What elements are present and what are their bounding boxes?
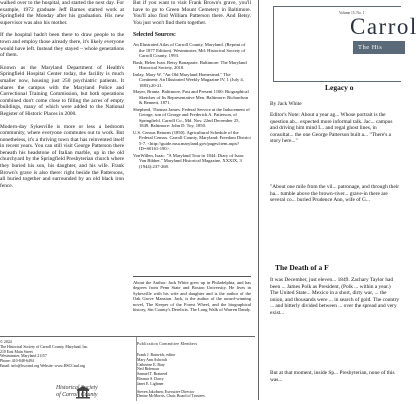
article-paragraph: walked over to the hospital, and started the next day. For example, 1972 graduate Jeff Barnes started work at Springfield the Monday after his graduation. His new supervisor was also his mother.	[0, 0, 124, 26]
source-entry: Shepherd, Thomas James. Federal Service at the Inducement of George, son of George and Frederick A. Patterson, of Springfield, Carroll Co., Md. Nov. 22nd December 25, 1849. Baltimore: John D. Toy, 1850.	[133, 106, 250, 129]
committee-title: Publication Committee Members	[137, 342, 198, 346]
society-contact	[0, 337, 130, 398]
source-entry: An Illustrated Atlas of Carroll County, Maryland. (Reprint of the 1877 Edition). Westminster, Md: Historical Society of Carroll County, 1993.	[133, 42, 246, 59]
committee-member: Frank J. Batavick, editor	[137, 353, 176, 357]
masthead-band: The His	[353, 41, 405, 54]
committee-members	[136, 337, 255, 401]
society-logo-text	[56, 385, 98, 398]
editors-note-text: Editor's Note: About a year ag... Whose portrait is the question ab... expected more informal talk. Jac... campus and driving him mind I... and regal ghost lines, in consultat... the one George Patterson built a... "There's a story here..."	[270, 112, 393, 145]
newsletter-title: Carrol	[350, 14, 418, 39]
article-paragraph: If the hospital hadn't been there to draw people to the town and employ those already there, it's likely everyone would have left. Instead they stayed – whole generations of them.	[0, 32, 124, 59]
article-byline: By Jack White	[270, 101, 302, 107]
contact-line: Email: info@hsccmd.org Website: www.HSCCmd.org	[0, 363, 85, 368]
about-author-text: About the Author: Jack White grew up in Philadelphia, and has degrees from Penn State and Boston University. He lives in Sykesville with his wife and daughter and is the author of the Oak Grove Mansion. Jack, is the author of the award-winning novel, The Keeper of the Forest Wheel, and the biographical history, Sin County's Derelicts. The Long Walk of Warren Dandy.	[133, 280, 251, 313]
committee-member: Steven Jakobsen, Executive Director	[137, 389, 195, 394]
article-paragraph: "About one mile from the vil... patronage, and through their ha... tumble above the brown-river... grave-in there are several co... buried Prudence Ann, wife of G...	[270, 184, 399, 204]
source-entry: Mayer, Brantz. Baltimore, Past and Present 1100: Biographical Sketches of Its Representative Men. Baltimore: Richardson & Bennett, 1871.	[133, 89, 249, 106]
source-entry: VonWillen, Isaac. "A Maryland Tour in 1844: Diary of Isaac Van Bibber." Maryland Historical Magazine, XXXIX, 3 (1944):237-268.	[133, 152, 244, 169]
committee-member: Samuel T. Brainerd	[137, 372, 168, 377]
section-heading: The Death of a F	[275, 263, 329, 272]
committee-member: Neil Ridenour	[137, 367, 160, 372]
newsletter-footer	[0, 336, 255, 401]
logo-text-line: of Carroll County	[56, 391, 98, 398]
contact-line: Phone: 410-848-6494	[0, 359, 34, 364]
article-paragraph: Modern-day Sykesville is more or less a bedroom community, where everyone commutes out to work. But nonetheless, it's a thriving town that has reinvented itself in recent years. You can still visit George Patterson there beneath his headstone of Italian marble, up in the old churchyard by the Springfield Presbyterian church where they buried his son, his daughter, and his wife. Frank Brown's grave is also there: right beside the Pattersons, all buried together and surrounded by an old black iron fence.	[0, 123, 124, 189]
contact-line: 210 East Main Street	[0, 349, 33, 354]
article-section	[270, 277, 400, 323]
article-headline: Legacy o	[325, 83, 354, 92]
source-entry: Imlay, Mary W. "An Old Maryland Homestead." The Continent: An Illustrated Weekly Magazine IV, 1 (July 4, 1883):20-21.	[133, 71, 244, 88]
committee-member: Mary Ann Ashcraft	[137, 357, 168, 362]
sources-heading: Selected Sources:	[133, 32, 176, 39]
source-entry: U.S. Census Returns (1850). Agricultural Schedule of the Federal Census. Carroll County, Maryland: Freedom District 5-7. <http://guide.msa.maryland.gov/pages/item.aspx?ID=S0161-190>.	[133, 129, 251, 152]
contact-line: The Historical Society of Carroll County, Maryland, Inc.	[0, 344, 89, 349]
contact-line: Westminster, Maryland 21157	[0, 354, 47, 359]
committee-member: Catherine E. Baty	[137, 362, 165, 367]
article-column-2	[133, 0, 251, 170]
issue-volume: Volume 15, No. 1	[339, 11, 365, 15]
article-paragraph: It was December, just eleven... 1849. Zachary Taylor had been ... James Polk as President, (Polk ... within a year.) The United State... Mexico in a short, dirty war, ... the union, and thousands were ... in search of gold. The country ... and bitterly divided between ... over the spread and very exist...	[270, 277, 400, 316]
contact-line: © 2024	[0, 340, 12, 344]
article-intro	[270, 184, 400, 210]
article-column-1	[0, 0, 124, 195]
article-paragraph: But if you want to visit Frank Brown's grave, you'll have to go to Green Mount Cemetery in Baltimore. You'll also find William Patterson there. And Betsy. You just won't find them together.	[133, 0, 251, 26]
column-divider	[258, 0, 259, 400]
committee-member: Denise McMorris, Chair, Board of Trustees	[137, 394, 205, 399]
editors-note	[270, 112, 400, 151]
logo-text-line: Historical Society	[56, 385, 98, 391]
article-paragraph: Known as the Maryland Department of Health's Springfield Hospital Center today, the facility is much smaller now, housing just 250 psychiatric patients. It shares the campus with the Maryland Police and Correctional Training Commission, but both operations combined don't come close to filling the acres of empty buildings, many of which were added to the National Register of Historic Places in 2000.	[0, 64, 124, 117]
article-paragraph: But at that moment, inside Sp... Presbyterian, none of this was...	[270, 370, 395, 383]
source-entry: Bash, Helen Ivan. Betsy Bonaparte. Baltimore: The Maryland Historical Society, 2010.	[133, 59, 247, 71]
about-the-author	[133, 276, 251, 318]
article-section-continued	[270, 370, 400, 389]
committee-member: Janet E. Lightner	[137, 381, 164, 386]
committee-member: Eleanor S. Darcy	[137, 376, 164, 381]
society-logo	[38, 385, 128, 399]
sources-list	[133, 42, 251, 169]
